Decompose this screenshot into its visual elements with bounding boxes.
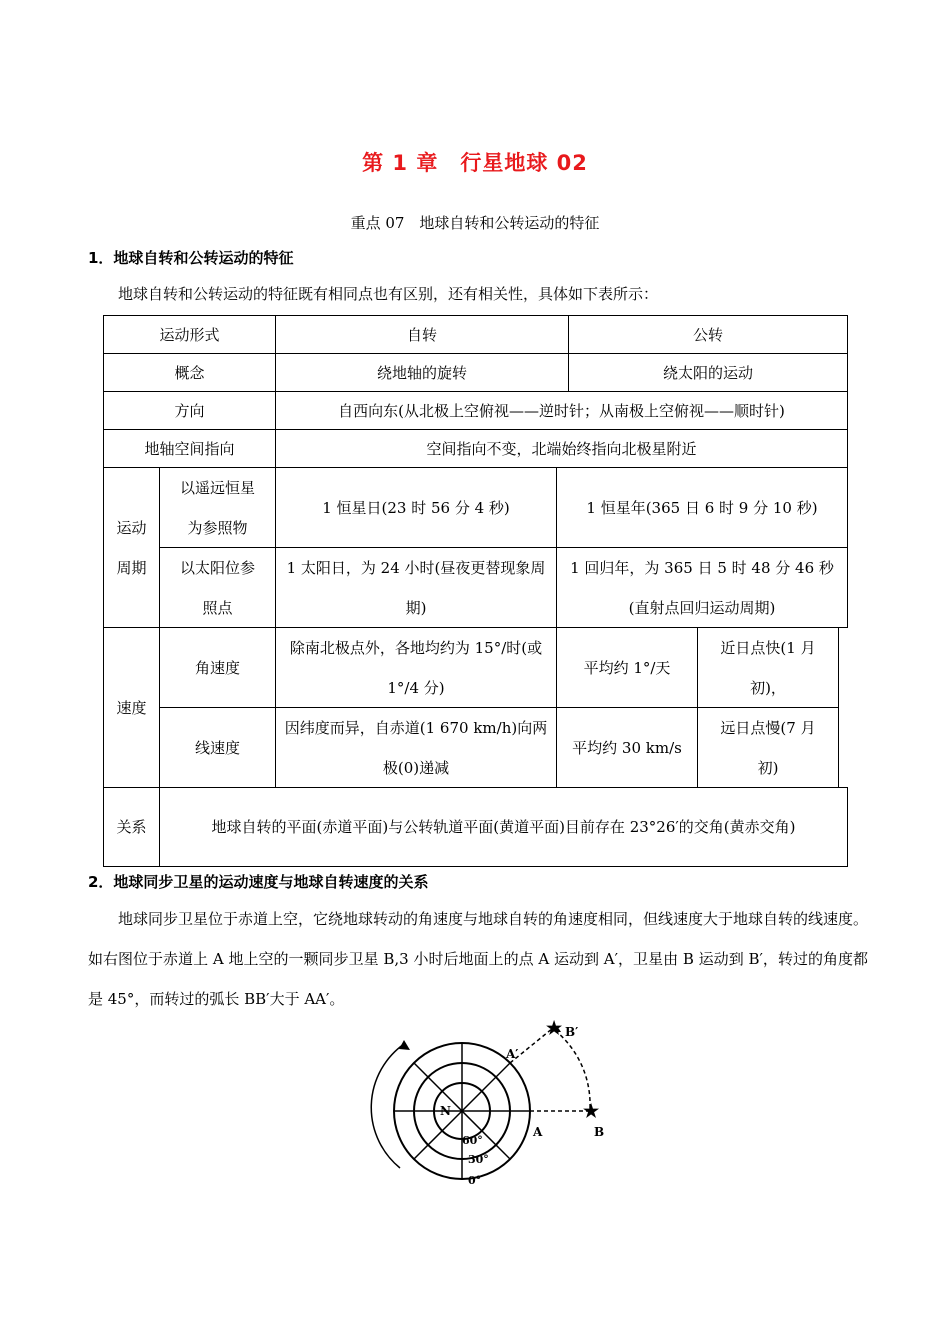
header-rotation: 自转 bbox=[275, 315, 569, 354]
label-lat30: 30° bbox=[468, 1153, 489, 1166]
polar-view-figure bbox=[370, 1018, 620, 1198]
section1-intro: 地球自转和公转运动的特征既有相同点也有区别，还有相关性，具体如下表所示： bbox=[118, 285, 659, 303]
rotation-arc bbox=[371, 1044, 404, 1168]
label-b: B bbox=[594, 1125, 605, 1139]
header-form: 运动形式 bbox=[103, 315, 276, 354]
axis-label: 地轴空间指向 bbox=[103, 429, 276, 468]
section2-heading: 2．地球同步卫星的运动速度与地球自转速度的关系 bbox=[88, 873, 429, 891]
label-a: A bbox=[533, 1125, 543, 1139]
period-star-ref: 以遥远恒星为参照物 bbox=[159, 467, 276, 548]
speed-perihelion: 近日点快(1 月初)， bbox=[697, 627, 839, 708]
label-lat0: 0° bbox=[468, 1174, 482, 1187]
concept-rotation: 绕地轴的旋转 bbox=[275, 353, 569, 392]
relation-label: 关系 bbox=[103, 787, 160, 867]
header-revolution: 公转 bbox=[568, 315, 848, 354]
period-sun-rotation: 1 太阳日，为 24 小时(昼夜更替现象周期) bbox=[275, 547, 557, 628]
section2-paragraph: 地球同步卫星位于赤道上空，它绕地球转动的角速度与地球自转的角速度相同，但线速度大于地球自转的线速度。如右图位于赤道上 A 地上空的一颗同步卫星 B,3 小时后地面上的点 A 运动到 A′，卫星由 B 运动到 B′，转过的角度都是 45°，而转过的弧长 BB′大于 AA′。 bbox=[88, 910, 869, 1008]
satellite-arc bbox=[557, 1032, 590, 1108]
speed-linear-rotation: 因纬度而异，自赤道(1 670 km/h)向两极(0)递减 bbox=[275, 707, 557, 788]
axis-value: 空间指向不变，北端始终指向北极星附近 bbox=[275, 429, 848, 468]
label-lat60: 60° bbox=[462, 1134, 483, 1147]
speed-angular-label: 角速度 bbox=[159, 627, 276, 708]
label-a-prime: A′ bbox=[506, 1047, 519, 1061]
star-bprime-icon: ★ bbox=[546, 1018, 563, 1039]
direction-value: 自西向东(从北极上空俯视——逆时针；从南极上空俯视——顺时针) bbox=[275, 391, 848, 430]
concept-revolution: 绕太阳的运动 bbox=[568, 353, 848, 392]
speed-aphelion: 远日点慢(7 月初) bbox=[697, 707, 839, 788]
star-b-icon: ★ bbox=[583, 1101, 600, 1122]
period-star-revolution: 1 恒星年(365 日 6 时 9 分 10 秒) bbox=[556, 467, 848, 548]
speed-label: 速度 bbox=[103, 627, 160, 788]
speed-linear-revolution: 平均约 30 km/s bbox=[556, 707, 698, 788]
period-sun-ref: 以太阳位参照点 bbox=[159, 547, 276, 628]
concept-label: 概念 bbox=[103, 353, 276, 392]
period-star-rotation: 1 恒星日(23 时 56 分 4 秒) bbox=[275, 467, 557, 548]
rotation-arrowhead-icon bbox=[399, 1040, 410, 1050]
label-n: N bbox=[440, 1104, 451, 1118]
speed-angular-revolution: 平均约 1°/天 bbox=[556, 627, 698, 708]
label-b-prime: B′ bbox=[565, 1025, 579, 1039]
period-label: 运动周期 bbox=[103, 467, 160, 628]
relation-value: 地球自转的平面(赤道平面)与公转轨道平面(黄道平面)目前存在 23°26′的交角(黄赤交角) bbox=[159, 787, 848, 867]
direction-label: 方向 bbox=[103, 391, 276, 430]
page-subtitle: 重点 07 地球自转和公转运动的特征 bbox=[350, 214, 600, 232]
period-sun-revolution: 1 回归年，为 365 日 5 时 48 分 46 秒(直射点回归运动周期) bbox=[556, 547, 848, 628]
speed-linear-label: 线速度 bbox=[159, 707, 276, 788]
speed-angular-rotation: 除南北极点外，各地均约为 15°/时(或 1°/4 分) bbox=[275, 627, 557, 708]
section1-heading: 1．地球自转和公转运动的特征 bbox=[88, 249, 294, 267]
page-title: 第 1 章 行星地球 02 bbox=[362, 151, 588, 175]
satellite-diagram bbox=[370, 1018, 620, 1202]
